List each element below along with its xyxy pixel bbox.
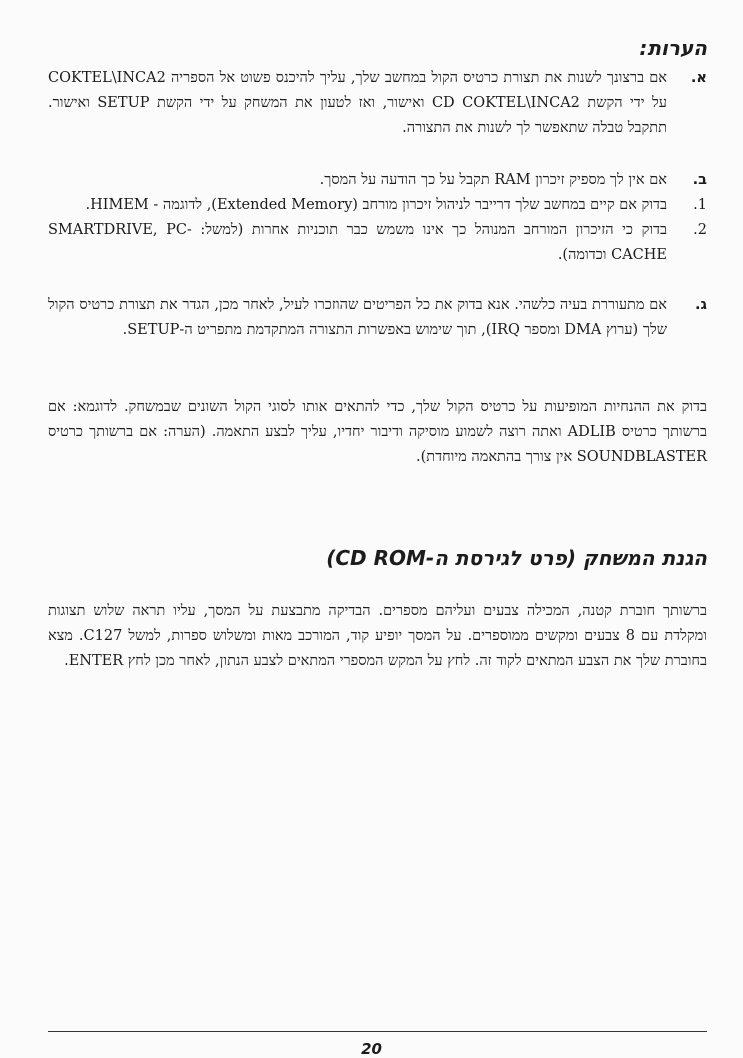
note-b-text: אם אין לך מספיק זיכרון RAM תקבל על כך הודעה על המסך.	[319, 172, 667, 188]
note-a	[48, 66, 707, 141]
protection-heading: הגנת המשחק (פרט לגירסת ה-CD ROM)	[326, 546, 707, 570]
notes-heading: הערות:	[639, 36, 707, 60]
note-b-1-marker: 1.	[693, 197, 707, 213]
note-b-marker: ב.	[692, 172, 707, 188]
note-c-marker: ג.	[695, 297, 707, 313]
note-a-marker: א.	[690, 70, 707, 86]
footer-divider	[48, 1031, 707, 1032]
note-b-2-marker: 2.	[693, 222, 707, 238]
note-b-1-text: בדוק אם קיים במחשב שלך דרייבר לניהול זיכרון מורחב (Extended Memory), לדוגמה - HIMEM.	[85, 197, 667, 213]
notes-closing-text: בדוק את ההנחיות המופיעות על כרטיס הקול שלך, כדי להתאים אותו לסוגי הקול השונים שבמשחק. לדוגמא: אם ברשותך כרטיס ADLIB ואתה רוצה לשמוע מוסיקה ודיבור יחדיו, עליך לבצע התאמה. (הערה: אם ברשותך כרטיס SOUNDBLASTER אין צורך בהתאמה מיוחדת).	[48, 399, 708, 465]
note-c-text: אם מתעוררת בעיה כלשהי. אנא בדוק את כל הפריטים שהוזכרו לעיל, לאחר מכן, הגדר את תצורת כרטיס הקול שלך (ערוץ DMA ומספר IRQ), תוך שימוש באפשרות התצורה המתקדמת מתפריט ה-SETUP.	[48, 297, 667, 338]
page-number: 20	[361, 1040, 382, 1058]
note-c	[48, 293, 707, 343]
protection-section	[48, 599, 707, 674]
note-b	[48, 168, 707, 268]
notes-closing	[48, 395, 707, 470]
protection-body: ברשותך חוברת קטנה, המכילה צבעים ועליהם מספרים. הבדיקה מתבצעת על המסך, עליו תראה שלוש תצוגות ומקלדת עם 8 צבעים ומקשים ממוספרים. על המסך יופיע קוד, המורכב מאות ומשלוש ספרות, למשל C127. מצא בחוברת שלך את הצבע המתאים לקוד זה. לחץ על המקש המספרי המתאים לצבע הנתון, לאחר מכן לחץ ENTER.	[48, 603, 707, 669]
note-a-text: אם ברצונך לשנות את תצורת כרטיס הקול במחשב שלך, עליך להיכנס פשוט אל הספריה COKTEL\INCA2 על ידי הקשת CD COKTEL\INCA2 ואישור, ואז לטעון את המשחק על ידי הקשת SETUP ואישור. תתקבל טבלה שתאפשר לך לשנות את התצורה.	[48, 70, 668, 136]
note-b-2-text: בדוק כי הזיכרון המורחב המנוהל כך אינו משמש כבר תוכניות אחרות (למשל: SMARTDRIVE, PC-CACHE וכדומה).	[48, 222, 667, 263]
